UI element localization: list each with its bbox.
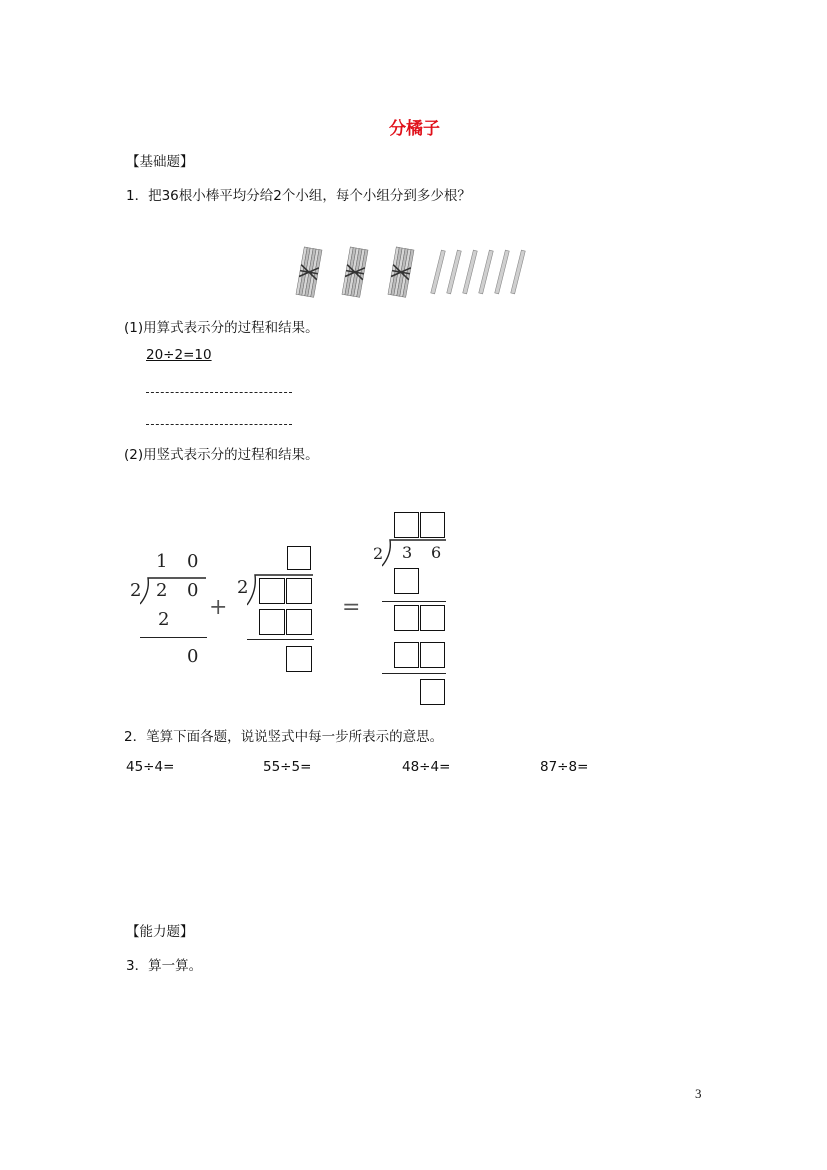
quotient-box bbox=[394, 512, 419, 538]
part-1-prompt: (1)用算式表示分的过程和结果。 bbox=[124, 320, 319, 336]
quotient-digit: 0 bbox=[187, 551, 199, 572]
stick-bundle bbox=[342, 247, 368, 297]
difference-box bbox=[420, 605, 445, 631]
product-box bbox=[286, 609, 312, 635]
quotient-digit: 1 bbox=[156, 551, 168, 572]
dividend-digit: 6 bbox=[431, 543, 442, 562]
dividend-digit: 3 bbox=[402, 543, 413, 562]
quotient-box bbox=[287, 546, 311, 570]
divisor: 2 bbox=[373, 544, 384, 563]
single-stick bbox=[495, 250, 510, 294]
division-bracket bbox=[140, 576, 210, 606]
page-number: 3 bbox=[695, 1086, 702, 1101]
subtraction-line bbox=[140, 637, 207, 638]
divisor: 2 bbox=[237, 577, 249, 598]
problem-item: 87÷8= bbox=[540, 759, 589, 775]
part-2-prompt: (2)用竖式表示分的过程和结果。 bbox=[124, 447, 319, 463]
subtraction-line bbox=[247, 639, 314, 640]
equals-sign: = bbox=[342, 595, 361, 620]
single-stick bbox=[463, 250, 478, 294]
section-ability-heading: 【能力题】 bbox=[126, 924, 194, 940]
division-bracket bbox=[382, 538, 452, 568]
page-title: 分橘子 bbox=[389, 119, 440, 139]
difference-box bbox=[394, 605, 419, 631]
sticks-illustration bbox=[294, 244, 534, 304]
stick-bundle bbox=[296, 247, 322, 297]
dividend-digit: 0 bbox=[187, 580, 199, 601]
product-box bbox=[420, 642, 445, 668]
question-2-text: 2．笔算下面各题，说说竖式中每一步所表示的意思。 bbox=[124, 729, 444, 745]
product-digit: 2 bbox=[158, 609, 170, 630]
answer-blank-line bbox=[146, 424, 292, 425]
problem-item: 55÷5= bbox=[263, 759, 312, 775]
section-basic-heading: 【基础题】 bbox=[126, 154, 194, 170]
question-3-text: 3．算一算。 bbox=[126, 958, 203, 974]
divisor: 2 bbox=[130, 580, 142, 601]
remainder-digit: 0 bbox=[187, 646, 199, 667]
single-stick bbox=[431, 250, 446, 294]
remainder-box bbox=[286, 646, 312, 672]
subtraction-line bbox=[382, 601, 446, 602]
part-1-answer: 20÷2=10 bbox=[146, 347, 212, 363]
single-stick bbox=[447, 250, 462, 294]
plus-sign: + bbox=[209, 595, 228, 620]
problem-item: 48÷4= bbox=[402, 759, 451, 775]
product-box bbox=[394, 642, 419, 668]
dividend-box bbox=[259, 578, 285, 604]
problem-item: 45÷4= bbox=[126, 759, 175, 775]
dividend-box bbox=[286, 578, 312, 604]
single-stick bbox=[479, 250, 494, 294]
single-stick bbox=[511, 250, 526, 294]
answer-blank-line bbox=[146, 392, 292, 393]
question-1-text: 1．把36根小棒平均分给2个小组，每个小组分到多少根？ bbox=[126, 188, 471, 204]
subtraction-line bbox=[382, 673, 446, 674]
dividend-digit: 2 bbox=[156, 580, 168, 601]
quotient-box bbox=[420, 512, 445, 538]
product-box bbox=[394, 568, 419, 594]
stick-bundle bbox=[388, 247, 414, 297]
remainder-box bbox=[420, 679, 445, 705]
product-box bbox=[259, 609, 285, 635]
